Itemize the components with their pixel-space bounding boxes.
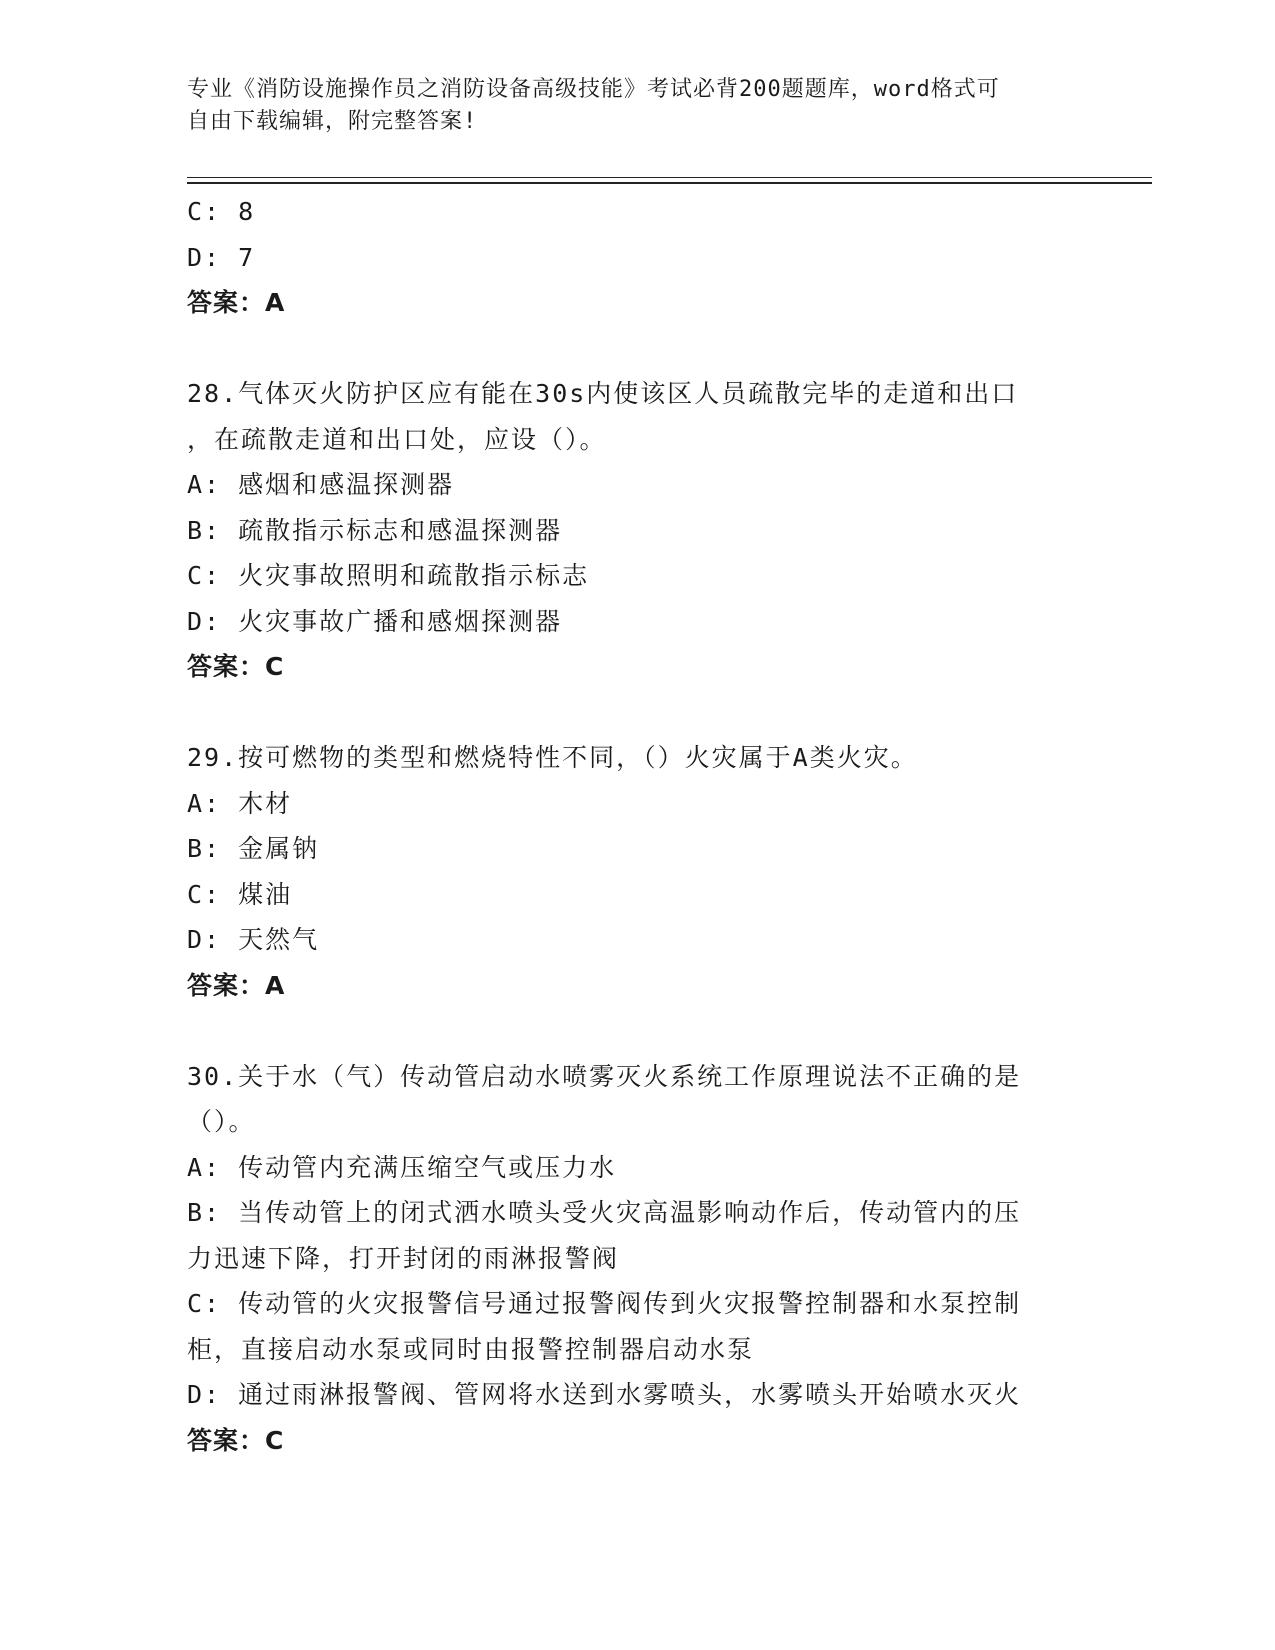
option-a: A: 感烟和感温探测器 — [187, 470, 455, 499]
option-b-continued: 力迅速下降，打开封闭的雨淋报警阀 — [187, 1243, 620, 1273]
option-d: D: 火灾事故广播和感烟探测器 — [187, 606, 563, 636]
question-stem: 28.气体灭火防护区应有能在30s内使该区人员疏散完毕的走道和出口 — [187, 379, 1019, 408]
option-b: B: 疏散指示标志和感温探测器 — [187, 515, 563, 545]
option-b: B: 金属钠 — [187, 834, 320, 863]
spacer — [187, 1008, 1087, 1054]
header-title-line-1: 专业《消防设施操作员之消防设备高级技能》考试必背200题题库，word格式可 — [187, 77, 1000, 102]
question-stem-continued: ，在疏散走道和出口处，应设（）。 — [187, 424, 607, 454]
option-c: C: 8 — [187, 197, 256, 226]
answer: 答案：C — [187, 652, 285, 681]
answer: 答案：A — [187, 288, 286, 317]
spacer — [187, 326, 1087, 372]
question-stem-continued: （）。 — [187, 1107, 256, 1136]
option-d: D: 7 — [187, 242, 256, 272]
question-stem: 29.按可燃物的类型和燃烧特性不同，（）火灾属于A类火灾。 — [187, 743, 918, 772]
option-a: A: 传动管内充满压缩空气或压力水 — [187, 1152, 617, 1182]
option-c: C: 传动管的火灾报警信号通过报警阀传到火灾报警控制器和水泵控制 — [187, 1289, 1022, 1318]
spacer — [187, 690, 1087, 736]
option-c: C: 火灾事故照明和疏散指示标志 — [187, 561, 590, 590]
header-title-line-2: 自由下载编辑，附完整答案! — [187, 109, 478, 134]
question-27-tail — [187, 189, 1087, 326]
header-divider-thin — [187, 177, 1152, 178]
option-d: D: 天然气 — [187, 925, 320, 954]
question-28 — [187, 371, 1087, 690]
question-list — [187, 189, 1087, 1463]
option-c: C: 煤油 — [187, 879, 293, 909]
option-a: A: 木材 — [187, 788, 293, 818]
header-divider-thick — [187, 182, 1152, 184]
option-c-continued: 柜，直接启动水泵或同时由报警控制器启动水泵 — [187, 1334, 755, 1364]
question-29 — [187, 735, 1087, 1008]
document-header — [187, 74, 1067, 138]
answer: 答案：C — [187, 1425, 285, 1455]
option-b: B: 当传动管上的闭式洒水喷头受火灾高温影响动作后，传动管内的压 — [187, 1198, 1022, 1227]
question-stem: 30.关于水（气）传动管启动水喷雾灭火系统工作原理说法不正确的是 — [187, 1061, 1022, 1091]
question-30 — [187, 1054, 1087, 1464]
option-d: D: 通过雨淋报警阀、管网将水送到水雾喷头，水雾喷头开始喷水灭火 — [187, 1380, 1022, 1409]
answer: 答案：A — [187, 970, 286, 1000]
